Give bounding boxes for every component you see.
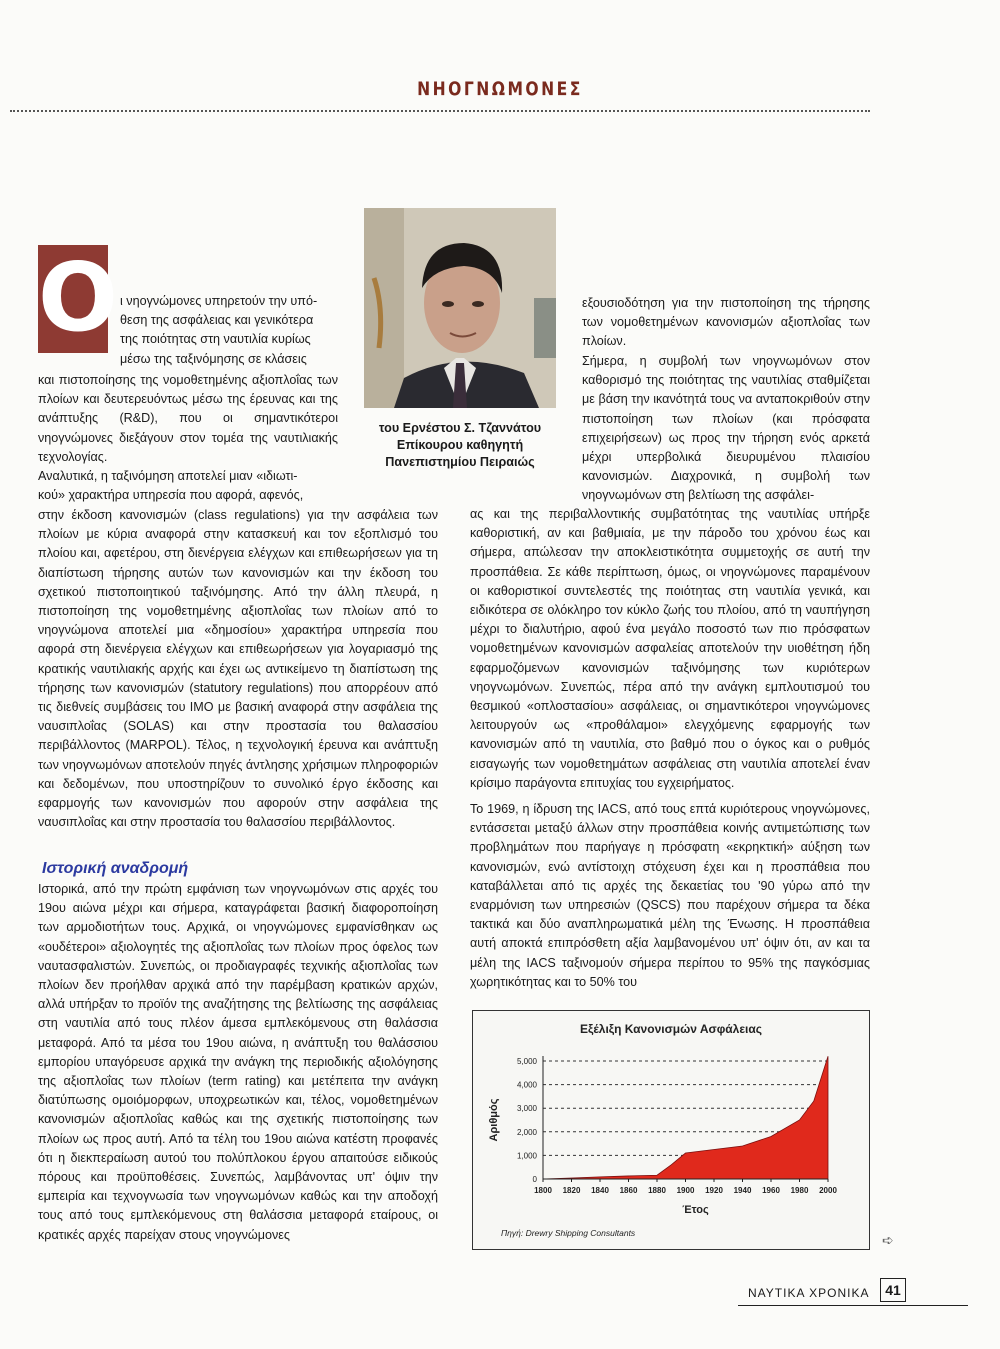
photo-caption: [360, 420, 560, 471]
x-tick-label: 2000: [819, 1186, 837, 1195]
x-tick-label: 1840: [591, 1186, 609, 1195]
x-tick-label: 1960: [762, 1186, 780, 1195]
subheading: Ιστορική αναδρομή: [42, 860, 189, 877]
magazine-name: ΝΑΥΤΙΚΑ ΧΡΟΝΙΚΑ: [748, 1286, 870, 1300]
continue-arrow-icon: ➪: [882, 1232, 894, 1248]
intro-line: ι νηογνώμονες υπηρετούν την υπό-: [120, 294, 318, 308]
x-tick-label: 1860: [619, 1186, 638, 1195]
footer-rule: [738, 1305, 968, 1306]
chart-source: Πηγή: Drewry Shipping Consultants: [501, 1228, 636, 1238]
x-tick-label: 1940: [733, 1186, 752, 1195]
x-tick-label: 1880: [648, 1186, 666, 1195]
text-line: Αναλυτικά, η ταξινόμηση αποτελεί μιαν «ιδιωτι-: [38, 469, 298, 483]
y-tick-label: 2,000: [516, 1127, 537, 1137]
text-line: κού» χαρακτήρα υπηρεσία που αφορά, αφενός,: [38, 488, 304, 503]
intro-line: της ποιότητας στη ναυτιλία κυρίως: [120, 332, 311, 347]
intro-line: μέσω της ταξινόμησης σε κλάσεις: [120, 351, 307, 366]
page-number: 41: [880, 1278, 906, 1302]
y-tick-label: 5,000: [516, 1057, 537, 1066]
area-series: [543, 1056, 828, 1179]
y-tick-label: 3,000: [516, 1104, 537, 1114]
chart-title: Εξέλιξη Κανονισμών Ασφάλειας: [580, 1022, 762, 1036]
right-paragraph: Το 1969, η ίδρυση της IACS, από τους επτά κυριότερους νηογνώμονες, εντάσσεται μεταξύ άλλων στην προσπάθεια κοινής αντιμετώπισης των προβλημάτων που παρήγαγε η πρόσφατη «εκρηκτική» αύξηση των κανονισμών, ενώ αντίστοιχη στόχευση έχει και η προσπάθεια που καταβάλλεται από τις αρχές της δεκαετίας του '90 γύρω από την εναρμόνιση των υπηρεσιών (QSCS) που παρέχουν σήμερα τα δέκα τακτικά και δύο αναπληρωματικά μέλη της Ένωσης. Η προσπάθεια αυτή αποκτά επιπρόσθετη αξία λαμβανομένου υπ' όψιν ότι, αν και τα μέλη της IACS ταξινομούν σήμερα περίπου το 95% της παγκόσμιας χωρητικότητας και το 50% του: [470, 802, 870, 989]
author-photo: [364, 208, 556, 408]
y-tick-label: 0: [532, 1175, 537, 1184]
intro-text: [120, 292, 338, 369]
x-tick-label: 1920: [705, 1186, 723, 1195]
left-paragraph: [38, 467, 338, 505]
right-paragraph: Σήμερα, η συμβολή των νηογνωμόνων στον καθορισμό της ποιότητας της ναυτιλίας σταθμίζεται με βάση την ικανότητά τους να ανταποκριθούν στην πιστοποίηση των πλοίων (και πρόσφατα επιχειρήσεων) ως προς την τήρηση ενός αρκετά μέχρι υπερβολικά διευρυμένου πλαισίου κανονισμών. Διαχρονικά, η συμβολή των νηογνωμόνων στη βελτίωση της ασφάλει-: [582, 354, 870, 503]
x-tick-label: 1900: [676, 1186, 695, 1195]
caption-line: Πανεπιστημίου Πειραιώς: [385, 455, 535, 469]
chart: [473, 1011, 869, 1249]
right-paragraph: εξουσιοδότηση για την πιστοποίηση της τήρησης των νομοθετημένων κανονισμών αξιοπλοΐας των πλοίων.: [582, 296, 870, 349]
caption-line: του Ερνέστου Σ. Τζαννάτου: [378, 421, 542, 435]
left-paragraph: Ιστορικά, από την πρώτη εμφάνιση των νηογνωμόνων στις αρχές του 19ου αιώνα μέχρι και σήμερα, καταγράφεται βασική διαφοροποίηση των αρμοδιοτήτων τους. Αρχικά, οι νηογνώμονες εμφανίσθηκαν ως «ουδέτεροι» αξιολογητές της αξιοπλοΐας των πλοίων προς όφελος των ναυτασφαλιστών. Συνεπώς, οι προδιαγραφές τεχνικής αξιοπλοΐας των πλοίων δεν προήλθαν αρχικά από την παρέμβαση κρατικών αρχών, αλλά υπήρξαν το προϊόν της αναζήτησης της βελτίωσης της ασφάλειας στη ναυτιλία από τους πλέον άμεσα εμπλεκόμενους στη θαλάσσια μεταφορά. Από τα μέσα του 19ου αιώνα, η ανάπτυξη του θαλάσσιου εμπορίου υπαγόρευσε αρχικά την ανάγκη της περιοδικής αξιολόγησης της αξιοπλοΐας των πλοίων (term rating) και μετέπειτα την ανάγκη διατύπωσης ομοιόμορφων, υποχρεωτικών και, τέλος, νομοθετημένων κανονισμών αξιοπλοΐας καθώς και της σχετικής πιστοποίησης των πλοίων ως προς αυτή. Από τα τέλη του 19ου αιώνα κατέστη προφανές ότι η διεκπεραίωση αυτού του πολύπλοκου έργου απαιτούσε ειδικούς πόρους και προϋποθέσεις. Συνεπώς, λαμβάνοντας υπ' όψιν την εμπειρία και τεχνογνωσία των νηογνωμόνων καθώς και την αποδοχή τους από τους εμπλεκόμενους στη θαλάσσια μεταφορά εταίρους, οι κρατικές αρχές παρείχαν στους νηογνώμονες: [38, 882, 438, 1242]
x-tick-label: 1980: [790, 1186, 809, 1195]
dropcap-box: [38, 244, 118, 353]
caption-line: Επίκουρου καθηγητή: [396, 438, 524, 452]
dropcap-letter: Ο: [38, 244, 118, 353]
x-tick-label: 1820: [562, 1186, 581, 1195]
y-axis-label: Αριθμός: [488, 1098, 500, 1142]
intro-line: θεση της ασφάλειας και γενικότερα: [120, 313, 314, 328]
left-paragraph: και πιστοποίησης της νομοθετημένης αξιοπλοΐας των πλοίων και δευτερευόντως μέσω της έρευνας και της ανάπτυξης (R&D), που οι σημαντικότεροι νηογνώμονες διεξάγουν στον τομέα της ναυτιλιακής τεχνολογίας.: [38, 373, 338, 464]
section-title: ΝΗΟΓΝΩΜΟΝΕΣ: [417, 78, 583, 100]
right-paragraph: ας και της περιβαλλοντικής συμβατότητας της ναυτιλίας υπήρξε καθοριστική, αν και βαθμιαία, με την πάροδο του χρόνου έως και σήμερα, απώλεσαν την αποκλειστικότητα συμμετοχής σε αυτή την προσπάθεια. Σε κάθε περίπτωση, όμως, οι νηογνώμονες παραμένουν οι καθοριστικοί συντελεστές της ποιότητας στη ναυτιλία γενικά, και ειδικότερα σε ολόκληρο τον κύκλο ζωής του πλοίου, από τη ναυπήγηση μέχρι το διαλυτήριο, αφού ένα μεγάλο ποσοστό των πιο πρόσφατων νομοθετημένων κανονισμών ασφαλείας αποτελούν την υιοθέτηση ήδη εφαρμοζόμενων κανονισμών ταξινόμησης των κυριότερων νηογνωμόνων. Συνεπώς, πέρα από την ανάγκη εμπλουτισμού του θεσμικού «οπλοστασίου» ασφάλειας, οι σημαντικότεροι νηογνώμονες λειτουργούν ως «προθάλαμοι» ελεγχόμενης εφαρμογής των κανονισμών από τη ναυτιλία, στο βαθμό που ο όγκος και ο ρυθμός εισαγωγής των νομοθετημάτων ασφάλειας στη ναυτιλία αποτελεί έναν κρίσιμο παράγοντα επιτυχίας του εγχειρήματος.: [470, 507, 870, 790]
x-tick-label: 1800: [534, 1186, 552, 1195]
y-tick-label: 4,000: [516, 1080, 537, 1090]
y-tick-label: 1,000: [516, 1151, 537, 1161]
chart-panel: [472, 1010, 870, 1250]
x-axis-label: Έτος: [682, 1204, 709, 1216]
left-paragraph: στην έκδοση κανονισμών (class regulations) για την ασφάλεια των πλοίων με κύρια αναφορά στην κατασκευή και τον εξοπλισμό του πλοίου και, αφετέρου, στη διενέργεια ελέγχων και επιθεωρήσεων για τη διαπίστωση τήρησης αυτών των κανονισμών και την έκδοση του σχετικού πιστοποιητικού ταξινόμησης. Από την άλλη πλευρά, η πιστοποίηση της νομοθετημένης αξιοπλοΐας των πλοίων από το νηογνώμονα αποτελεί μια «δημοσίου» χαρακτήρα υπηρεσία που αφορά στη διενέργεια ελέγχων και επιθεωρήσεων για λογαριασμό της κρατικής ναυτιλιακής αρχής και έχει ως αντικείμενο τη διαπίστωση της τήρησης των κανονισμών (statutory regulations) που απορρέουν από τις διεθνείς συμβάσεις του IMO με βασική αναφορά στην ασφάλεια της ναυσιπλοΐας (SOLAS) και στην προστασία του θαλασσίου περιβάλλοντος (MARPOL). Τέλος, η τεχνολογική έρευνα και ανάπτυξη των νηογνωμόνων αποτελούν πηγές άντλησης χρήσιμων πληροφοριών και δεδομένων, που υποστηρίζουν το συνολικό έργο έκδοσης και εφαρμογής των κανονισμών που αφορούν στην ασφάλεια της ναυσιπλοΐας και στην προστασία του θαλασσίου περιβάλλοντος.: [38, 508, 438, 830]
header-divider: [10, 110, 870, 112]
